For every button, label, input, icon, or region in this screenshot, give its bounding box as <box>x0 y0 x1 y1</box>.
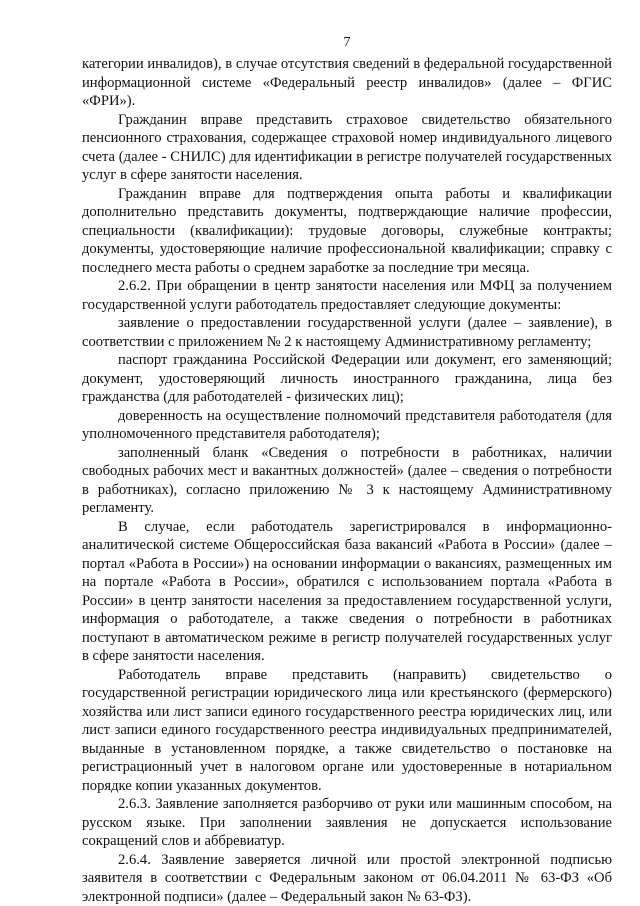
paragraph-qualification-documents: Гражданин вправе для подтверждения опыта работы и квалификации дополнительно представить документы, подтверждающие наличие профессии, специальности (квалификации): трудовые договоры, служебные контракты; документы, удостоверяющие наличие профессиональной квалификации; справку с последнего места работы о среднем заработке за последние три месяца. <box>82 185 612 278</box>
paragraph-registration-certificate: Работодатель вправе представить (направить) свидетельство о государственной регистрации юридического лица или крестьянского (фермерского) хозяйства или лист записи единого государственного реестра юридических лиц, или лист записи единого государственного реестра индивидуальных предпринимателей, выданные в установленном порядке, а также свидетельство о постановке на регистрационный учет в налоговом органе или удостоверенные в нотариальном порядке копии указанных документов. <box>82 666 612 796</box>
paragraph-2-6-2: 2.6.2. При обращении в центр занятости населения или МФЦ за получением государственной услуги работодатель предоставляет следующие документы: <box>82 277 612 314</box>
paragraph-fgis-fri: категории инвалидов), в случае отсутствия сведений в федеральной государственной информационной системе «Федеральный реестр инвалидов» (далее – ФГИС «ФРИ»). <box>82 55 612 111</box>
paragraph-snils: Гражданин вправе представить страховое свидетельство обязательного пенсионного страхования, содержащее страховой номер индивидуального лицевого счета (далее - СНИЛС) для идентификации в регистре получателей государственных услуг в сфере занятости населения. <box>82 111 612 185</box>
page-number: 7 <box>82 36 612 50</box>
paragraph-rabota-v-rossii: В случае, если работодатель зарегистрировался в информационно-аналитической системе Общероссийская база вакансий «Работа в России» (далее – портал «Работа в России») на основании информации о вакансиях, размещенных им на портале «Работа в России», обратился с использованием портала «Работа в России» в центр занятости населения за предоставлением государственной услуги, информация о работодателе, а также сведения о потребности в работниках поступают в автоматическом режиме в регистр получателей государственных услуг в сфере занятости населения. <box>82 518 612 666</box>
paragraph-application: заявление о предоставлении государственной услуги (далее – заявление), в соответствии с приложением № 2 к настоящему Административному регламенту; <box>82 314 612 351</box>
paragraph-vacancy-form: заполненный бланк «Сведения о потребности в работниках, наличии свободных рабочих мест и вакантных должностей» (далее – сведения о потребности в работниках), согласно приложению № 3 к настоящему Административному регламенту. <box>82 444 612 518</box>
paragraph-power-of-attorney: доверенность на осуществление полномочий представителя работодателя (для уполномоченного представителя работодателя); <box>82 407 612 444</box>
paragraph-passport: паспорт гражданина Российской Федерации или документ, его заменяющий; документ, удостоверяющий личность иностранного гражданина, лица без гражданства (для работодателей - физических лиц); <box>82 351 612 407</box>
paragraph-2-6-4: 2.6.4. Заявление заверяется личной или простой электронной подписью заявителя в соответствии с Федеральным законом от 06.04.2011 № 63-ФЗ «Об электронной подписи» (далее – Федеральный закон № 63-ФЗ). <box>82 851 612 906</box>
paragraph-2-6-3: 2.6.3. Заявление заполняется разборчиво от руки или машинным способом, на русском языке. При заполнении заявления не допускается использование сокращений слов и аббревиатур. <box>82 795 612 851</box>
document-page <box>82 36 612 906</box>
